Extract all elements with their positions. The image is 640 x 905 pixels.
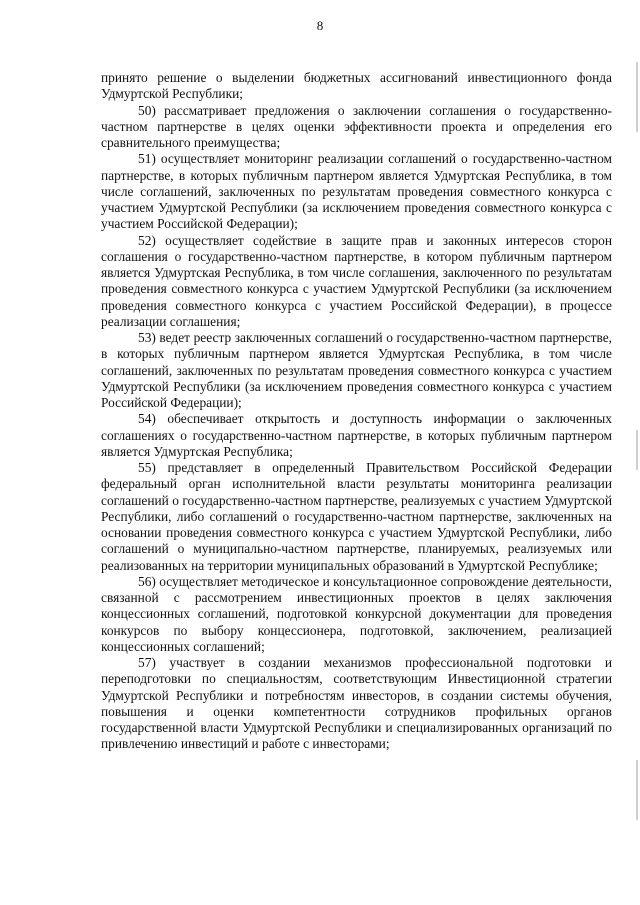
scan-edge-shadow: [636, 62, 638, 132]
document-body: [101, 70, 612, 753]
scan-edge-shadow: [636, 760, 638, 820]
paragraph-item-56: 56) осуществляет методическое и консультационное сопровождение деятельности, связанной с рассмотрением инвестиционных проектов в целях заключения концессионных соглашений, подготовкой конкурсной документации для проведения конкурсов по выбору концессионера, подготовкой, заключением, реализацией концессионных соглашений;: [101, 573, 612, 654]
scan-edge-shadow: [636, 430, 638, 470]
paragraph-item-57: 57) участвует в создании механизмов профессиональной подготовки и переподготовки по специальностям, соответствующим Инвестиционной стратегии Удмуртской Республики и потребностям инвесторов, в создании системы обучения, повышения и оценки компетентности сотрудников профильных органов государственной власти Удмуртской Республики и специализированных организаций по привлечению инвестиций и работе с инвесторами;: [101, 655, 612, 752]
paragraph-item-54: 54) обеспечивает открытость и доступность информации о заключенных соглашениях о государственно-частном партнерстве, в которых публичным партнером является Удмуртская Республика;: [101, 411, 612, 459]
paragraph-item-52: 52) осуществляет содействие в защите прав и законных интересов сторон соглашения о государственно-частном партнерстве, в котором публичным партнером является Удмуртская Республика, в том числе соглашения, заключенного по результатам проведения совместного конкурса с участием Удмуртской Республики (за исключением проведения совместного конкурса с участием Российской Федерации), в процессе реализации соглашения;: [101, 232, 612, 329]
paragraph-continuation: принято решение о выделении бюджетных ассигнований инвестиционного фонда Удмуртской Республики;: [101, 70, 612, 102]
page-number: 8: [316, 18, 324, 33]
paragraph-item-55: 55) представляет в определенный Правительством Российской Федерации федеральный орган исполнительной власти результаты мониторинга реализации соглашений о государственно-частном партнерстве, реализуемых с участием Удмуртской Республики, либо соглашений о государственно-частном партнерстве, заключенных на основании проведения совместного конкурса с участием Удмуртской Республики, либо соглашений о муниципально-частном партнерстве, планируемых, реализуемых или реализованных на территории муниципальных образований в Удмуртской Республике;: [101, 460, 612, 573]
paragraph-item-50: 50) рассматривает предложения о заключении соглашения о государственно-частном партнерстве в целях оценки эффективности проекта и определения его сравнительного преимущества;: [101, 102, 612, 150]
paragraph-item-53: 53) ведет реестр заключенных соглашений о государственно-частном партнерстве, в которых публичным партнером является Удмуртская Республика, в том числе соглашений, заключенных по результатам проведения совместного конкурса с участием Удмуртской Республики (за исключением проведения совместного конкурса с участием Российской Федерации);: [101, 330, 612, 410]
paragraph-item-51: 51) осуществляет мониторинг реализации соглашений о государственно-частном партнерстве, в которых публичным партнером является Удмуртская Республика, в том числе соглашений, заключенных по результатам проведения совместного конкурса с участием Удмуртской Республики (за исключением проведения совместного конкурса с участием Российской Федерации);: [101, 151, 612, 232]
